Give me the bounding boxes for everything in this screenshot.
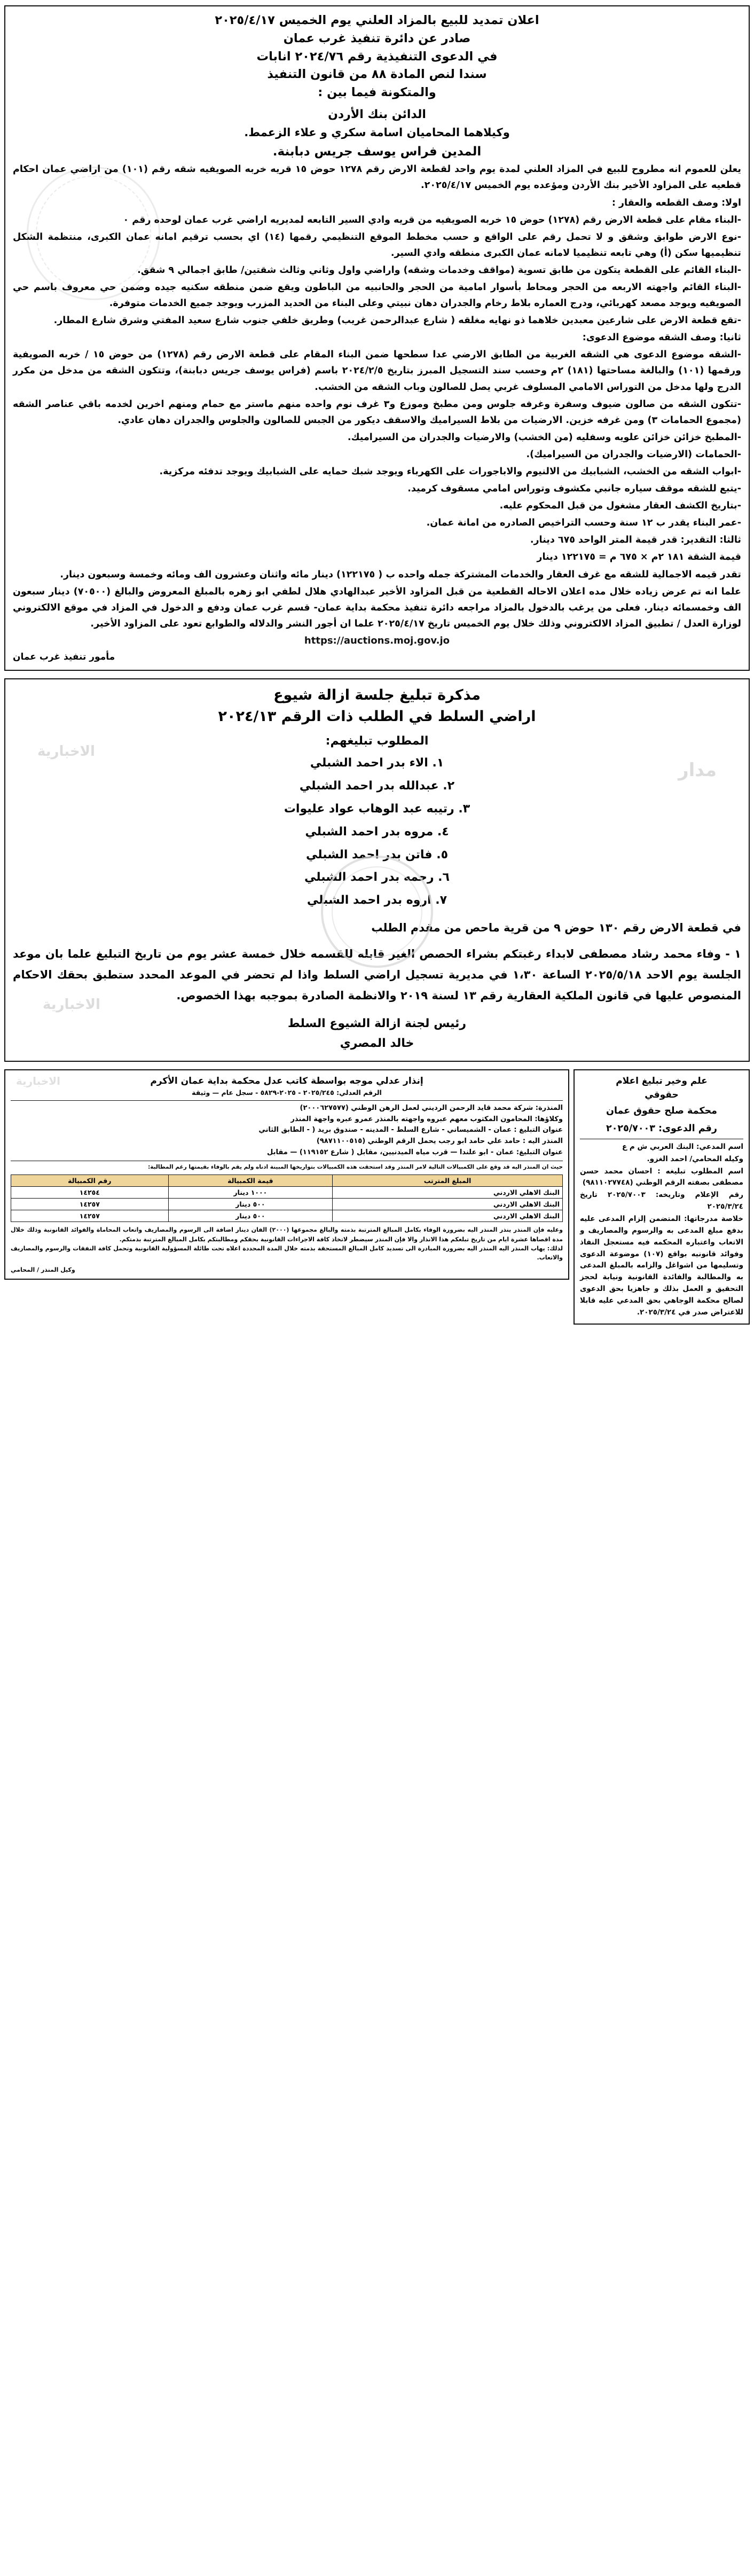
promissory-notes-table-wrap xyxy=(11,1175,563,1222)
notice1-para-11: -الحمامات (الارضيات والجدران من السيراميك). xyxy=(526,449,741,460)
newspaper-legal-notices-page xyxy=(0,5,754,1325)
cell-number-2: ١٤٢٥٧ xyxy=(11,1210,169,1222)
notice1-para-16: ثالثا: التقدير: قدر قيمة المتر الواحد ٦٧٥ دينار. xyxy=(530,535,741,546)
notice1-para-10: -المطبخ خزائن خزائن علويه وسفليه (من الخشب) والارضيات والجدران من السيراميك. xyxy=(347,432,741,443)
list-item: ٤. مروه بدر احمد الشبلي xyxy=(305,825,449,839)
notary-warning-subtitle: الرقم العدلي: ٢٠٢٥/٢٤٥ - ٢٠٢٥-٥٨٢٩ - سجل عام — وثيقة xyxy=(192,1088,382,1097)
notice2-heading-line-1: مذكرة تبليغ جلسة ازالة شيوع xyxy=(273,686,481,703)
notice1-title-line-3: في الدعوى التنفيذية رقم ٢٠٢٤/٧٦ انابات xyxy=(256,49,498,64)
list-item: ٧. اروه بدر احمد الشبلي xyxy=(307,894,447,907)
notice1-para-13: -يتبع للشقه موقف سياره جانبي مكشوف وتوراس امامي مسقوف كرميد. xyxy=(407,483,741,495)
notary-footer-signature: وكيل المنذر / المحامي xyxy=(11,1266,75,1273)
notice1-para-0: يعلن للعموم انه مطروح للبيع في المزاد العلني لمدة يوم واحد لقطعة الارض رقم ١٢٧٨ حوض ١٥ قريه خربه الصويفيه شقه رقم (١٠١) من اراضي عمان احكام قطعيه على المزاود الأخير بنك الأردن ومؤعده يوم الخميس ٢٠٢٥/٤/١٧. xyxy=(13,164,741,191)
notice1-para-4: -البناء القائم على القطعة يتكون من طابق تسوية (مواقف وخدمات وشقه) واراضي واول وثاني وثالث شقتين/ طابق اجمالي ٩ شقق. xyxy=(137,264,741,276)
cell-bank-1: البنك الاهلي الاردني xyxy=(333,1199,563,1210)
list-item: ٣. رتيبه عبد الوهاب عواد عليوات xyxy=(284,802,470,816)
table-row xyxy=(11,1199,563,1210)
notice1-title-line-2: صادر عن دائرة تنفيذ غرب عمان xyxy=(283,31,471,45)
notice1-title-line-4: سندا لنص المادة ٨٨ من قانون التنفيذ xyxy=(267,67,487,82)
auctions-portal-url[interactable]: https://auctions.moj.gov.jo xyxy=(304,635,450,646)
notice-civil-judgment-column xyxy=(574,1069,750,1324)
table-row xyxy=(11,1210,563,1222)
notice1-para-8: -الشقه موضوع الدعوى هي الشقه الغربية من الطابق الارضي عدا سطحها ضمن البناء المقام على قطعة الارض رقم (١٢٧٨) من حوض ١٥ / خربه الصويفية ورقمها (١٠١) والبالغة مساحتها (١٨١) ٢م وحسب سند التسجيل المبرز بتاريخ ٢٠٢٤/٢/٥ باسم (فراس يوسف جريس دبابنة)، وتتكون الشقه من مدخل من مكرر الدرج ولها مدخل من التوراس الامامي المسلوف غربي يصل للصالون وباب الشقه من الخشب. xyxy=(13,349,742,393)
civil-judgment-line-2: اسم المطلوب تبليغه : احسان محمد حسن مصطفى بصفته الرقم الوطني (٩٨١١٠٢٧٧٤٨) xyxy=(580,1166,743,1187)
notice2-heading-line-2: اراضي السلط في الطلب ذات الرقم ٢٠٢٤/١٣ xyxy=(218,708,536,725)
notice2-parcel-line: في قطعة الارض رقم ١٣٠ حوض ٩ من قرية ماحص من مقدم الطلب xyxy=(371,921,741,935)
notice-notary-warning-column xyxy=(4,1069,569,1279)
notice1-para-1: اولا: وصف القطعه والعقار : xyxy=(611,197,741,208)
civil-judgment-header-line-2: حقوقي xyxy=(645,1089,679,1100)
notice1-title-block xyxy=(13,12,741,102)
list-item: ٥. فاتن بدر احمد الشبلي xyxy=(305,848,449,862)
notary-intro: حيث ان المنذر اليه قد وقع على الكمبيالات التالية لامر المنذر وقد استحقت هذه الكمبيالات بتواريخها المبينة ادناه ولم يقم بالوفاء بقيمتها رغم المطالبة: xyxy=(148,1163,563,1170)
civil-judgment-header xyxy=(580,1075,743,1102)
creditor-line: الدائن بنك الأردن xyxy=(328,107,426,121)
table-row xyxy=(11,1187,563,1199)
watermark-madar-1: مدار xyxy=(678,759,717,781)
notice-partition-hearing xyxy=(4,678,750,1062)
civil-judgment-details xyxy=(580,1141,743,1319)
notice2-heading xyxy=(13,685,741,728)
cell-bank-0: البنك الاهلي الاردني xyxy=(333,1187,563,1199)
debtor-line: المدين فراس يوسف جريس دبابنة. xyxy=(272,144,482,159)
notice1-para-19: علما انه تم عرض زياده خلال مده اعلان الاحاله القطعية من قبل المزاود الأخير عبدالهادي هلال لطفي ابو زهره بالمبلغ المعروض والبالغ (٧٠٥٠٠) دينار سبعون الف وخمسمائه دينار. فعلى من يرغب بالدخول بالمزاد مراجعه دائرة تنفيذ محكمة بداية عمان- قسم غرب عمان ودفع و الدخول في المزاد في موقع الالكتروني لوزارة العدل / تطبيق المزاد الالكتروني وذلك خلال يوم الخميس تاريخ ٢٠٢٥/٤/١٧ علما ان أجور النشر والدلاله والطوابع تعود على المزاود الأخير. xyxy=(13,586,742,629)
watermark-alakhbaria-3: الاخبارية xyxy=(16,1075,60,1088)
notice2-signature-name: خالد المصري xyxy=(340,1036,414,1050)
notice1-para-6: -تقع قطعة الارض على شارعين معبدين خلاهما ذو نهايه مغلقه ( شارع عبدالرحمن غريب) وطريق خلفي جنوب شارع سعيد المفتي وشرق شارع المطار. xyxy=(53,315,741,326)
bottom-notices-row xyxy=(4,1069,750,1324)
list-item: ٦. رحمه بدر احمد الشبلي xyxy=(304,871,450,884)
notice1-para-2: -البناء مقام على قطعة الارض رقم (١٢٧٨) حوض ١٥ خربه الصويفيه من قريه وادي السير التابعه لمديريه اراضي غرب عمان لوحده رقم ٠ xyxy=(123,214,741,225)
cell-bank-2: البنك الاهلي الاردني xyxy=(333,1210,563,1222)
notary-party-line-3: المنذر اليه : حامد علي حامد ابو رجب يحمل الرقم الوطني (٩٨٧١١٠٠٥١٥) xyxy=(316,1137,563,1146)
notice1-title-line-1: اعلان تمديد للبيع بالمزاد العلني يوم الخميس ٢٠٢٥/٤/١٧ xyxy=(215,13,539,27)
list-item: ١. الاء بدر احمد الشبلي xyxy=(310,756,444,770)
notice-auction-extension xyxy=(4,5,750,671)
notice1-para-14: -بتاريخ الكشف العقار مشغول من قبل المحكوم عليه. xyxy=(499,500,741,512)
notice1-body xyxy=(13,161,741,632)
civil-judgment-line-3: رقم الإعلام وتاريخه: ٢٠٢٥/٧٠٠٣ تاريخ ٢٠٢٥/٣/٢٤ xyxy=(580,1191,743,1211)
notice1-para-17: قيمة الشقة ١٨١ ٢م × ٦٧٥ م = ١٢٢١٧٥ دينار xyxy=(537,552,741,563)
notary-party-line-2: عنوان التبليغ : عمان - الشميساني - شارع السلط - المدينه - صندوق بريد ( - الطابق الثاني xyxy=(258,1126,563,1134)
col-header-2: رقم الكمبيالة xyxy=(11,1175,169,1187)
civil-judgment-line-0: اسم المدعي: البنك العربي ش م ع xyxy=(622,1142,743,1151)
notary-party-line-0: المنذرة: شركة محمد قايد الرحمن الرديني لعمل الرهن الوطني (٢٠٠٠٦٢٧٥٧٧) xyxy=(300,1103,563,1112)
notified-persons-list xyxy=(13,752,741,912)
cell-amount-0: ١٠٠٠ دينار xyxy=(168,1187,333,1199)
cell-number-0: ١٤٢٥٤ xyxy=(11,1187,169,1199)
notary-footer-1: لذلك: يهاب المنذر اليه المنذر اليه بضرورة المبادرة الى تسديد كامل المبالغ المستحقة بذمته خلال المدة المحددة اعلاه تحت طائلة المسؤولية القانونية وتحمل كافة النفقات والرسوم والمصاريف والاتعاب. xyxy=(11,1244,563,1261)
notice1-para-5: -البناء القائم واجهته الاربعه من الحجر ومحاط بأسوار امامية من الحجر والحانبيه من الباطون ويقع ضمن منطقه سكنيه جيده وضمن حي معروف باسم حي الصويفيه ويوجد مصعد كهربائي، ودرج العماره بلاط رخام والجدران دهان نبيتي وعلى البناء من الحديد المزرب ويوجد جميع الخدمات متوفرة. xyxy=(13,281,741,309)
notice1-para-18: تقدر قيمه الاجمالية للشقه مع غرف العقار والخدمات المشتركة جمله واحده ب ( ١٢٢١٧٥) دينار مائه واثنان وعشرون الف ومائه وخمسة وسبعون دينار. xyxy=(60,569,741,580)
notice1-title-line-5: والمتكونة فيما بين : xyxy=(318,85,436,99)
civil-judgment-line-4: خلاصة مدرجاتها: المتضمن إلزام المدعى عليه بدفع مبلغ المدعى به والرسوم والمصاريف و الاتعاب واعتباره المحكمه فيه مستعجل النفاذ وفوائد قانونيه بواقع (١٠٧) موضوعة الدعوى وتسليمها من اشواغل والزامه بالمبلغ المدعى به والمطالبة والفائدة القانونية ونيابة لحجز التحقيق و العمل بذلك و جاهزيا بحق الدعوى لصالح محكمة الوجاهي بحق المدعي عليه قابلا للاعتراض صدر في ٢٠٢٥/٣/٢٤. xyxy=(580,1215,743,1317)
cell-amount-2: ٥٠٠ دينار xyxy=(168,1210,333,1222)
notice-notary-warning xyxy=(4,1069,569,1279)
notary-warning-title: إنذار عدلي موجه بواسطة كاتب عدل محكمة بداية عمان الأكرم xyxy=(150,1076,423,1087)
watermark-alakhbaria-2: الاخبارية xyxy=(43,997,100,1013)
notary-party-line-4: عنوان التبليغ: عمان - ابو علندا — قرب مياه الميدنيين، مقابل ( شارع ١١٩١٥٢) — مقابل xyxy=(267,1148,563,1156)
notice-civil-judgment xyxy=(574,1069,750,1324)
divider xyxy=(11,1100,563,1101)
cell-amount-1: ٥٠٠ دينار xyxy=(168,1199,333,1210)
notary-footer-0: وعليه فإن المنذر ينذر المنذر اليه بضرورة الوفاء بكامل المبالغ المترتبة بذمته والبالغ مجموعها (٢٠٠٠) الفان دينار اضافة الى الرسوم والمصاريف واتعاب المحاماة والفوائد القانونية وذلك خلال مدة اقصاها عشرة ايام من تاريخ تبلغكم هذا الانذار والا فإن المنذر سيضطر لاتخاذ كافة الاجراءات القانونية بحقكم ومطالبتكم بكامل المبالغ المترتبة بذمتكم. xyxy=(11,1226,563,1243)
notice1-para-15: -عمر البناء يقدر ب ١٢ سنة وحسب التراخيص الصادره من امانة عمان. xyxy=(426,518,741,529)
col-header-1: قيمة الكمبيالة xyxy=(168,1175,333,1187)
notice2-lead: المطلوب تبليغهم: xyxy=(325,734,429,748)
notice2-signature-title: رئيس لجنة ازالة الشيوع السلط xyxy=(287,1016,467,1030)
notice1-para-12: -ابواب الشقه من الخشب، الشبابيك من الالنيوم والاباجورات على الكهرباء ويوجد شبك حمايه على الشبابيك ويوجد تدفئه مركزية. xyxy=(159,466,741,477)
lawyers-line: وكيلاهما المحاميان اسامة سكري و علاء الزعمط. xyxy=(244,126,510,139)
civil-judgment-line-1: وكيله المحامي/ احمد الغزو. xyxy=(647,1154,743,1163)
col-header-0: المبلغ المترتب xyxy=(333,1175,563,1187)
notice2-body: ١ - وفاء محمد رشاد مصطفى لابداء رغبتكم بشراء الحصص الغير قابله للقسمه خلال خمسة عشر يوم من تاريخ التبليغ علما بان موعد الجلسة يوم الاحد ٢٠٢٥/٥/١٨ الساعة ١،٣٠ في مديرية تسجيل اراضي السلط واذا لم تحضر في الموعد المحدد ستطبق بحقك الاحكام المنصوص عليها في قانون الملكية العقارية رقم ١٣ لسنة ٢٠١٩ والانظمة الصادرة بموجبه بهذا الخصوص. xyxy=(13,948,742,1002)
notice1-signature: مأمور تنفيذ غرب عمان xyxy=(13,651,115,662)
notice1-para-7: ثانيا: وصف الشقه موضوع الدعوى: xyxy=(582,332,741,343)
notice1-para-9: -تتكون الشقه من صالون ضيوف وسفرة وغرفه جلوس ومن مطبخ وموزع و٣ غرف نوم واحده منهم ماستر مع حمام ومنهم اخرين لخدمه باقي عناصر الشقه (مجموع الحمامات ٣) ومن غرفه خزين. الارضيات من بلاط السيراميك والاسقف ديكور من الجبس للصالون والجلوس والجدران دهان عادي. xyxy=(13,398,741,426)
promissory-notes-table xyxy=(11,1175,563,1222)
watermark-alakhbaria-1: الاخبارية xyxy=(37,743,95,760)
civil-judgment-header-line-1: علم وخير تبليغ اعلام xyxy=(616,1076,708,1087)
cell-number-1: ١٤٢٥٧ xyxy=(11,1199,169,1210)
table-header-row xyxy=(11,1175,563,1187)
list-item: ٢. عبدالله بدر احمد الشبلي xyxy=(299,779,455,793)
notary-party-line-1: وكلاؤها: المحامون المكتوب معهم عبروه واجهته بالمنذر عمرو عبره واجهة المنذر xyxy=(290,1115,563,1123)
civil-judgment-case-no: رقم الدعوى: ٢٠٢٥/٧٠٠٣ xyxy=(606,1123,717,1134)
notice1-para-3: -نوع الارض طوابق وشقق و لا تحمل رقم على الواقع و حسب مخطط الموقع التنظيمي رقمها (١٤) اي بحسب ترقيم امانه عمان الكبرى، منتظمة الشكل تنظيميها سكن (أ) وهي تابعه تنظيميا لامانه عمان الكبرى منطقه وادي السير. xyxy=(13,231,741,259)
notice2-signature xyxy=(13,1014,741,1054)
civil-judgment-court: محكمة صلح حقوق عمان xyxy=(606,1106,717,1117)
